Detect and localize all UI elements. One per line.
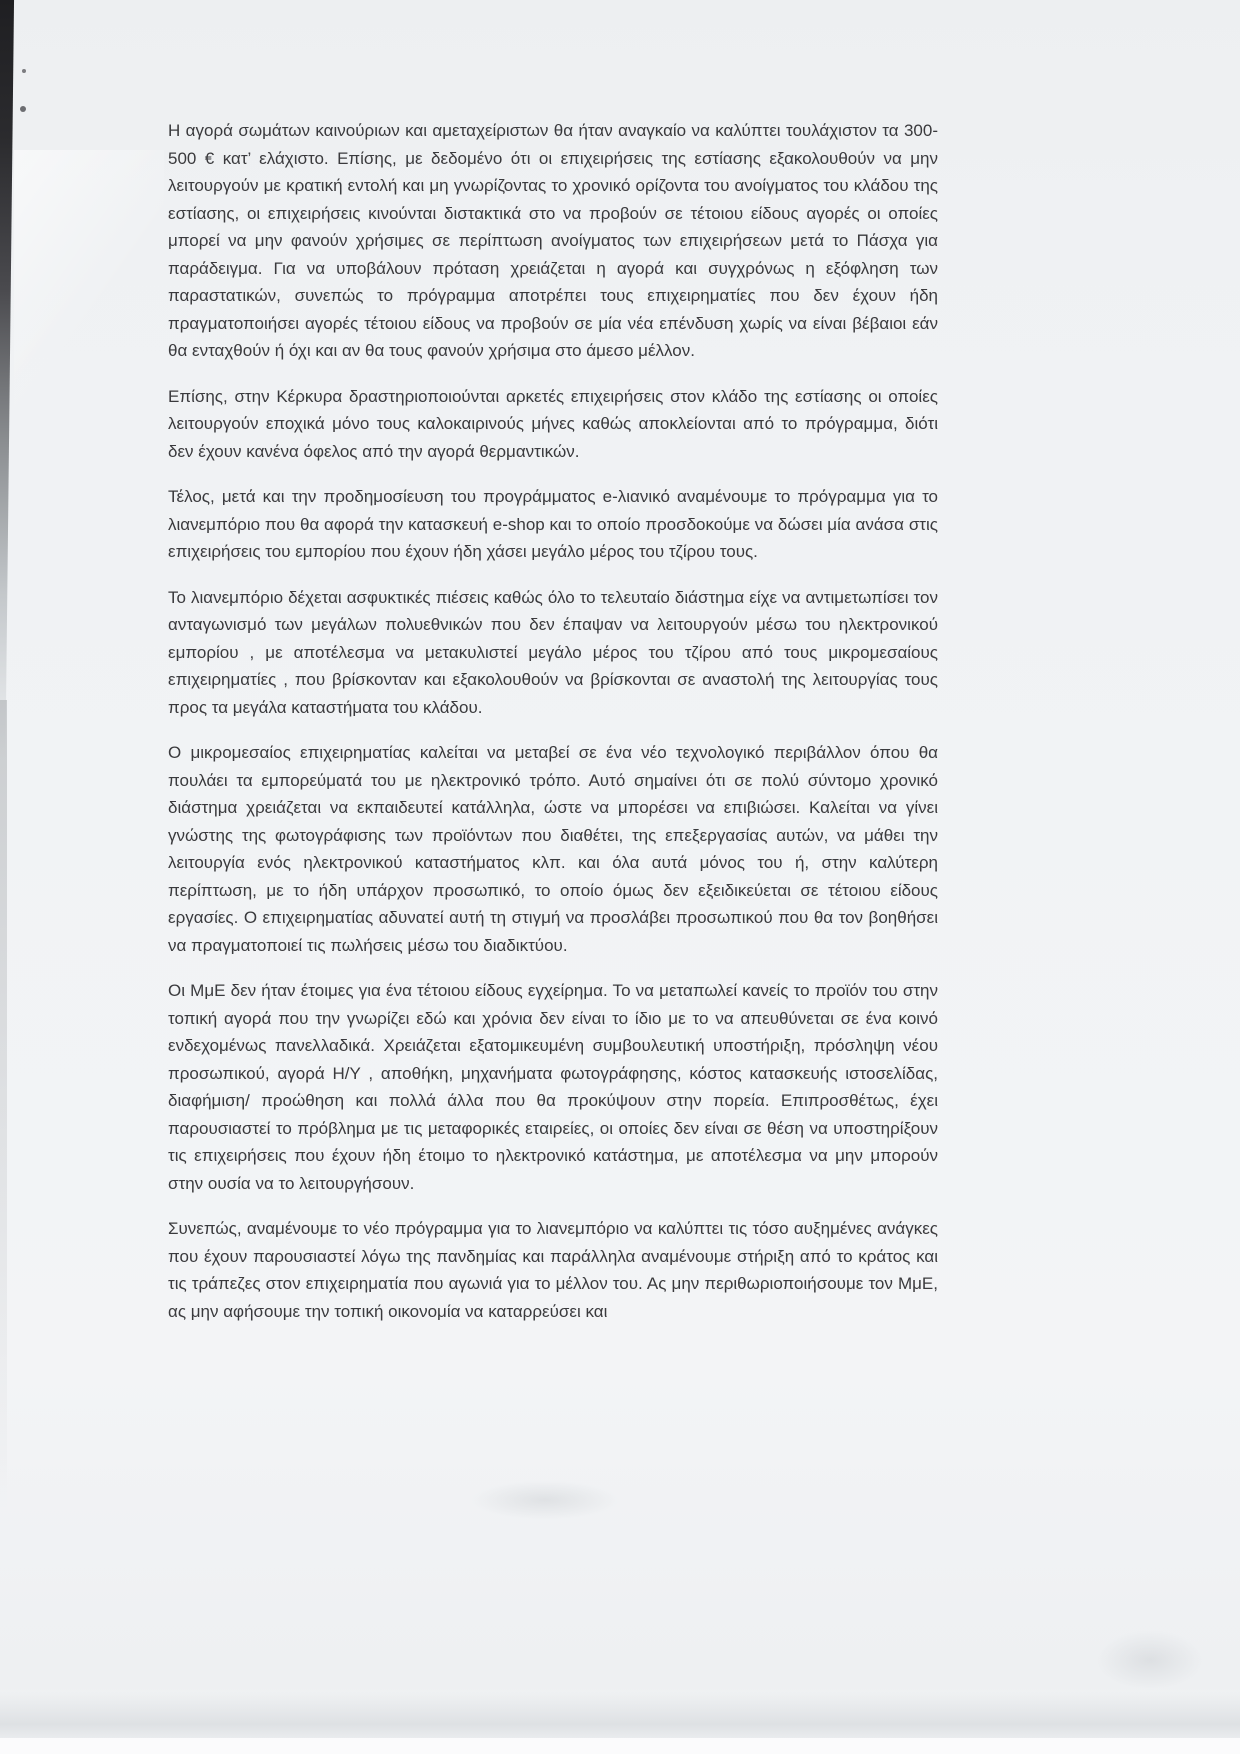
scan-bottom-shadow: [0, 1692, 1240, 1738]
paragraph-6: Οι ΜμΕ δεν ήταν έτοιμες για ένα τέτοιου είδους εγχείρημα. Το να μεταπωλεί κανείς το προϊόν του στην τοπική αγορά που την γνωρίζει εδώ και χρόνια δεν είναι το ίδιο με το να απευθύνεται σε ένα κοινό ενδεχομένως πανελλαδικά. Χρειάζεται εξατομικευμένη συμβουλευτική υποστήριξη, πρόσληψη νέου προσωπικού, αγορά Η/Υ , αποθήκη, μηχανήματα φωτογράφησης, κόστος κατασκευής ιστοσελίδας, διαφήμιση/ προώθηση και πολλά άλλα που θα προκύψουν στην πορεία. Επιπροσθέτως, έχει παρουσιαστεί το πρόβλημα με τις μεταφορικές εταιρείες, οι οποίες δεν είναι σε θέση να υποστηρίξουν τις επιχειρήσεις που έχουν ήδη έτοιμο το ηλεκτρονικό κατάστημα, με αποτέλεσμα να μην μπορούν στην ουσία να το λειτουργήσουν.: [168, 981, 938, 1193]
scan-bottom-edge: [0, 1738, 1240, 1754]
paragraph-4: Το λιανεμπόριο δέχεται ασφυκτικές πιέσεις καθώς όλο το τελευταίο διάστημα είχε να αντιμετωπίσει τον ανταγωνισμό των μεγάλων πολυεθνικών που δεν έπαψαν να λειτουργούν μέσω του ηλεκτρονικού εμπορίου , με αποτέλεσμα να μετακυλιστεί μεγάλο μέρος του τζίρου από τους μικρομεσαίους επιχειρηματίες , που βρίσκονταν και εξακολουθούν να βρίσκονται σε αναστολή της λειτουργίας τους προς τα μεγάλα καταστήματα του κλάδου.: [168, 587, 938, 717]
paper-fold-highlight: [14, 150, 164, 410]
scan-speck: [22, 69, 26, 73]
paragraph-1: Η αγορά σωμάτων καινούριων και αμεταχείριστων θα ήταν αναγκαίο να καλύπτει τουλάχιστον τα 300-500 € κατ’ ελάχιστο. Επίσης, με δεδομένο ότι οι επιχειρήσεις της εστίασης εξακολουθούν να μην λειτουργούν με κρατική εντολή και μη γνωρίζοντας το χρονικό ορίζοντα του ανοίγματος του κλάδου της εστίασης, οι επιχειρήσεις κινούνται διστακτικά στο να προβούν σε τέτοιου είδους αγορές οι οποίες μπορεί να μην φανούν χρήσιμες σε περίπτωση ανοίγματος των επιχειρήσεων μετά το Πάσχα για παράδειγμα. Για να υποβάλουν πρόταση χρειάζεται η αγορά και συγχρόνως η εξόφληση των παραστατικών, συνεπώς το πρόγραμμα αποτρέπει τους επιχειρηματίες που δεν έχουν ήδη πραγματοποιήσει αγορές τέτοιου είδους να προβούν σε μία νέα επένδυση χωρίς να είναι βέβαιοι εάν θα ενταχθούν ή όχι και αν θα τους φανούν χρήσιμα στο άμεσο μέλλον.: [168, 121, 938, 360]
scan-smudge: [1095, 1630, 1205, 1690]
document-text-block: [168, 117, 938, 1343]
paragraph-5: Ο μικρομεσαίος επιχειρηματίας καλείται να μεταβεί σε ένα νέο τεχνολογικό περιβάλλον όπου θα πουλάει τα εμπορεύματά του με ηλεκτρονικό τρόπο. Αυτό σημαίνει ότι σε πολύ σύντομο χρονικό διάστημα χρειάζεται να εκπαιδευτεί κατάλληλα, ώστε να μπορέσει να επιβιώσει. Καλείται να γίνει γνώστης της φωτογράφισης των προϊόντων που διαθέτει, της επεξεργασίας αυτών, να μάθει την λειτουργία ενός ηλεκτρονικού καταστήματος κλπ. και όλα αυτά μόνος του ή, στην καλύτερη περίπτωση, με το ήδη υπάρχον προσωπικό, το οποίο όμως δεν εξειδικεύεται σε τέτοιου είδους εργασίες. Ο επιχειρηματίας αδυνατεί αυτή τη στιγμή να προσλάβει προσωπικού που θα τον βοηθήσει να πραγματοποιεί τις πωλήσεις μέσω του διαδικτύου.: [168, 743, 938, 955]
paragraph-3: Τέλος, μετά και την προδημοσίευση του προγράμματος e-λιανικό αναμένουμε το πρόγραμμα για το λιανεμπόριο που θα αφορά την κατασκευή e-shop και το οποίο προσδοκούμε να δώσει μία ανάσα στις επιχειρήσεις του εμπορίου που έχουν ήδη χάσει μεγάλο μέρος του τζίρου τους.: [168, 487, 938, 561]
paragraph-7: Συνεπώς, αναμένουμε το νέο πρόγραμμα για το λιανεμπόριο να καλύπτει τις τόσο αυξημένες ανάγκες που έχουν παρουσιαστεί λόγω της πανδημίας και παράλληλα αναμένουμε στήριξη από το κράτος και τις τράπεζες στον επιχειρηματία που αγωνιά για το μέλλον του. Ας μην περιθωριοποιήσουμε τον ΜμΕ, ας μην αφήσουμε την τοπική οικονομία να καταρρεύσει και: [168, 1219, 938, 1321]
paragraph-2: Επίσης, στην Κέρκυρα δραστηριοποιούνται αρκετές επιχειρήσεις στον κλάδο της εστίασης οι οποίες λειτουργούν εποχικά μόνο τους καλοκαιρινούς μήνες καθώς αποκλείονται από το πρόγραμμα, διότι δεν έχουν κανένα όφελος από την αγορά θερμαντικών.: [168, 386, 938, 461]
scanner-edge-shadow: [0, 0, 18, 760]
scan-smudge: [470, 1480, 620, 1520]
scan-speck: [20, 106, 26, 112]
scanner-edge-shadow-lower: [0, 700, 7, 1600]
